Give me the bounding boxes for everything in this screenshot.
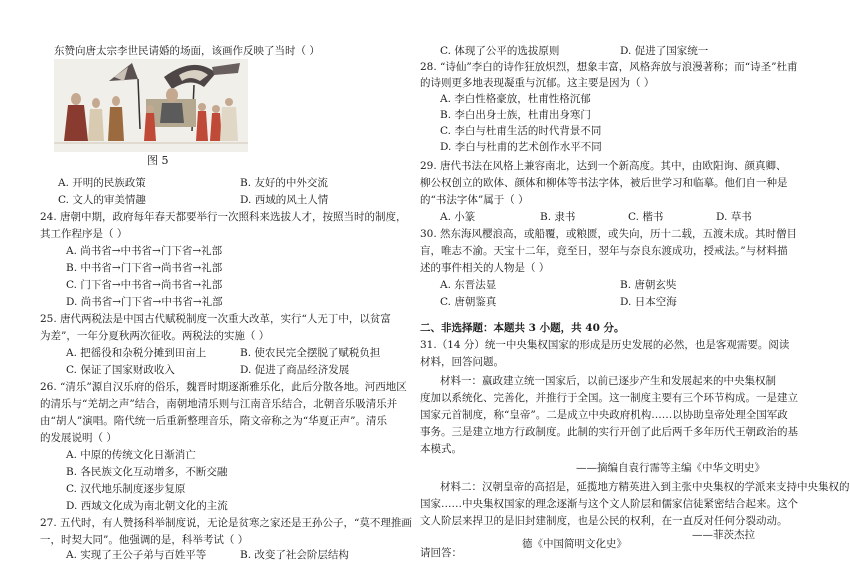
- material-2-source: ——菲茨杰拉: [692, 529, 755, 541]
- material-1-line-3: 国家元首制度，称“皇帝”。二是成立中央政府机构……以协助皇帝处理全国军政: [420, 409, 788, 421]
- option-c: C. 楷书: [628, 211, 664, 223]
- option-d: D. 日本空海: [620, 296, 677, 308]
- option-c: C. 门下省→中书省→尚书省→礼部: [66, 279, 223, 291]
- option-b: B. 改变了社会阶层结构: [240, 549, 349, 561]
- question-31-stem-2: 材料，回答问题。: [420, 356, 504, 368]
- option-c: C. 李白与杜甫生活的时代背景不同: [440, 125, 602, 137]
- material-2-line-3: 文人阶层来捍卫的是旧封建制度，也是公民的权利，在一直反对任何分裂动动。: [420, 515, 788, 527]
- option-b: B. 隶书: [540, 211, 576, 223]
- painting-figure: [54, 59, 248, 152]
- option-d: D. 草书: [716, 211, 752, 223]
- question-26-stem-2: 的清乐与“羌胡之声”结合，南朝地清乐则与江南音乐结合，北朝音乐吸清乐并: [40, 398, 398, 410]
- painting-icon: [54, 59, 248, 152]
- question-31-stem: 31.（14 分）统一中央集权国家的形成是历史发展的必然，也是客观需要。阅读: [420, 339, 790, 351]
- material-2-line-2: 国家……中央集权国家的理念逐渐与这个文人阶层和儒家信徒紧密结合起来。这个: [420, 498, 798, 510]
- option-c: C. 保证了国家财政收入: [66, 364, 175, 376]
- option-c: C. 文人的审美情趣: [58, 194, 146, 206]
- option-c: C. 体现了公平的选拔原则: [440, 45, 560, 57]
- question-26-stem-3: 由“胡人”演唱。隋代统一后重新整理音乐，隋文帝称之为“华夏正声”。清乐: [40, 415, 387, 427]
- option-a: A. 李白性格豪放，杜甫性格沉郁: [440, 93, 591, 105]
- question-26-stem-4: 的发展说明（ ）: [40, 432, 117, 444]
- option-b: B. 中书省→门下省→尚书省→礼部: [66, 262, 223, 274]
- figure-caption: 图 5: [147, 154, 169, 167]
- option-d: D. 促进了国家统一: [620, 45, 709, 57]
- material-1-line-2: 度加以系统化、完善化，并推行于全国。这一制度主要有三个环节构成。一是建立: [420, 392, 798, 404]
- option-b: B. 使农民完全摆脱了赋税负担: [240, 347, 381, 359]
- question-30-stem: 30. 然东海风樱浪高，或船覆，或粮匮，或失向，历十二载，五渡未成。其时僧目: [420, 228, 798, 240]
- option-b: B. 各民族文化互动增多，不断交融: [66, 466, 228, 478]
- question-23-stem: 东赞向唐太宗李世民请婚的场面，该画作反映了当时（ ）: [54, 45, 320, 57]
- option-d: D. 李白与杜甫的艺术创作水平不同: [440, 141, 602, 153]
- option-d: D. 促进了商品经济发展: [240, 364, 350, 376]
- question-29-stem-3: 的“书法字体”属于（ ）: [420, 194, 529, 206]
- option-d: D. 西域的风土人情: [240, 194, 329, 206]
- question-27-stem: 27. 五代时，有人赞扬科举制度说，无论是贫寒之家还是王孙公子，“莫不理推画: [40, 517, 412, 529]
- material-1-line-5: 本模式。: [420, 443, 462, 455]
- option-a: A. 东晋法显: [440, 279, 497, 291]
- option-b: B. 唐朝玄奘: [620, 279, 677, 291]
- option-b: B. 友好的中外交流: [240, 177, 328, 189]
- question-28-stem-2: 的诗则更多地表现凝重与沉郁。这主要是因为（ ）: [420, 77, 655, 89]
- option-c: C. 唐朝鉴真: [440, 296, 497, 308]
- answer-prompt: 请回答：: [420, 547, 462, 559]
- question-30-stem-3: 述的事件相关的人物是（ ）: [420, 262, 550, 274]
- option-d: D. 西域文化成为南北朝文化的主流: [66, 500, 228, 512]
- material-1-line-4: 事务。三是建立地方行政制度。此制的实行开创了此后两千多年历代王朝政治的基: [420, 426, 798, 438]
- option-a: A. 小篆: [440, 211, 476, 223]
- question-30-stem-2: 盲，唯志不渝。天宝十二年，竟至日，翌年与奈良东渡成功，授戒法。”与材料描: [420, 245, 788, 257]
- material-1-source: ——摘编自袁行霈等主编《中华文明史》: [576, 462, 765, 474]
- option-d: D. 尚书省→门下省→中书省→礼部: [66, 296, 223, 308]
- section-heading: 二、非选择题：本题共 3 小题，共 40 分。: [420, 322, 625, 334]
- question-28-stem: 28. “诗仙”李白的诗作狂放炽烈，想象丰富，风格奔放与浪漫著称；而“诗圣”杜甫: [420, 61, 798, 73]
- question-29-stem-2: 柳公权创立的欧体、颜体和柳体等书法字体，被后世学习和临摹。他们自一种是: [420, 177, 788, 189]
- question-25-stem-2: 为差”，一年分夏秋两次征收。两税法的实施（ ）: [40, 330, 270, 342]
- question-29-stem: 29. 唐代书法在风格上兼容南北，达到一个新高度。其中，由欧阳询、颜真卿、: [420, 160, 787, 172]
- question-24-stem: 24. 唐朝中期，政府每年春天都要举行一次照科来选拔人才，按照当时的制度，: [40, 211, 407, 223]
- material-2: 材料二：汉朝皇帝的高招是，延揽地方精英进入到主张中央集权的学派来支持中央集权的: [440, 481, 850, 493]
- question-25-stem: 25. 唐代两税法是中国古代赋税制度一次重大改革，实行“人无丁中，以贫富: [40, 313, 391, 325]
- question-26-stem: 26. “清乐”源自汉乐府的俗乐，魏晋时期逐渐雅乐化，此后分散各地。河西地区: [40, 381, 407, 393]
- option-a: A. 尚书省→中书省→门下省→礼部: [66, 245, 223, 257]
- material-1: 材料一：嬴政建立统一国家后，以前已逐步产生和发展起来的中央集权制: [440, 375, 776, 387]
- material-2-source-2: 德《中国简明文化史》: [522, 538, 627, 550]
- option-a: A. 中原的传统文化日渐消亡: [66, 449, 196, 461]
- option-b: B. 李白出身士族，杜甫出身寒门: [440, 109, 591, 121]
- option-a: A. 实现了王公子弟与百姓平等: [66, 549, 207, 561]
- option-a: A. 把徭役和杂税分摊到田亩上: [66, 347, 207, 359]
- question-24-stem-2: 其工作程序是（ ）: [40, 228, 128, 240]
- option-a: A. 开明的民族政策: [58, 177, 146, 189]
- option-c: C. 汉代地乐制度逐步复原: [66, 483, 186, 495]
- question-27-stem-2: 一，时契大同”。他强调的是，科举考试（ ）: [40, 534, 249, 546]
